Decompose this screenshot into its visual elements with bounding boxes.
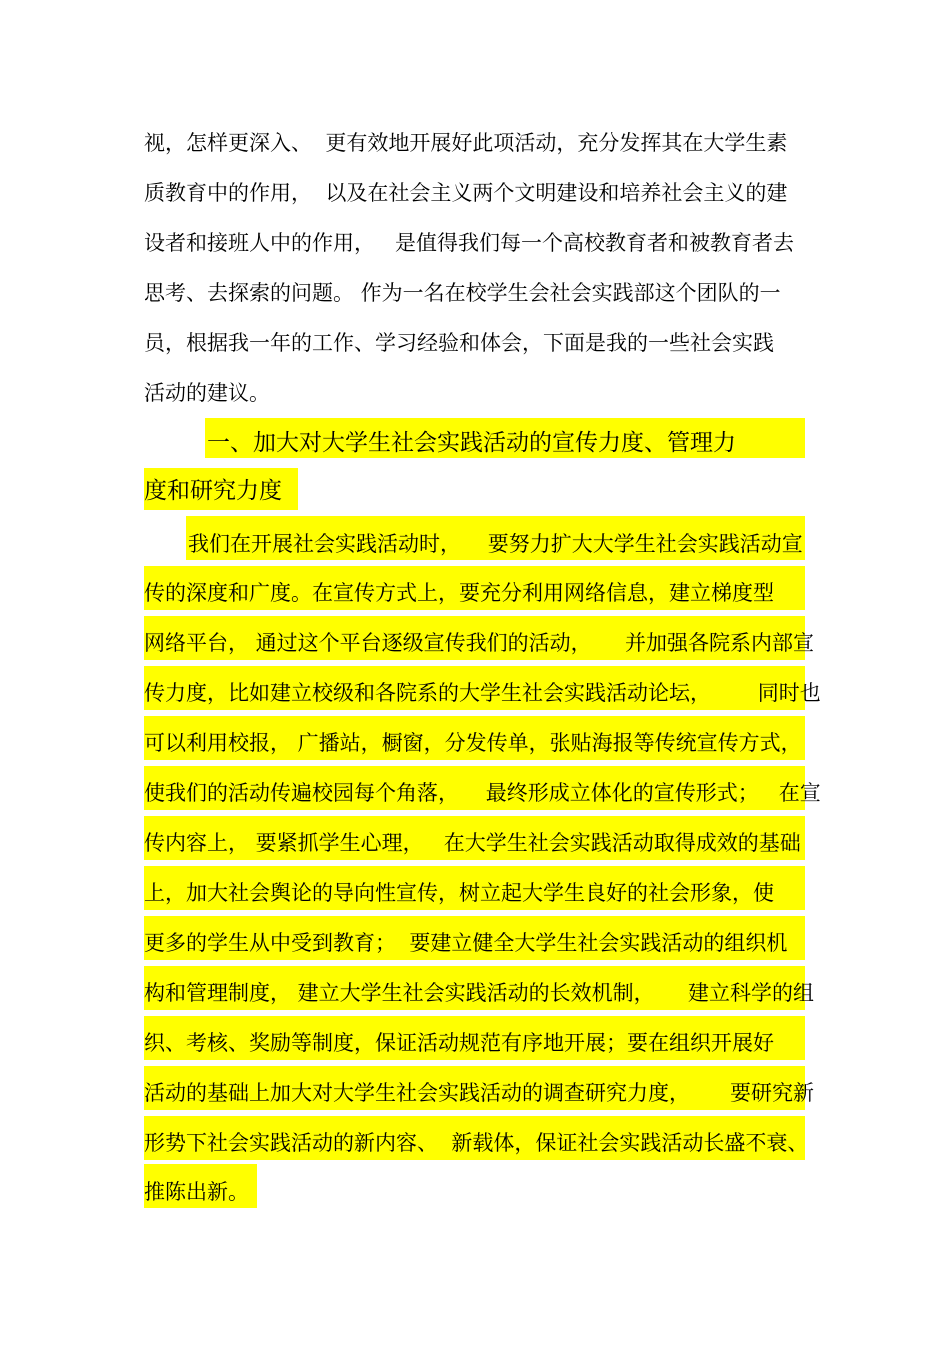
body-line: 形势下社会实践活动的新内容、 新载体，保证社会实践活动长盛不衰、 [144,1131,809,1155]
body-line: 传力度，比如建立校级和各院系的大学生社会实践活动论坛， 同时也 [144,681,821,705]
section-heading-line: 一、加大对大学生社会实践活动的宣传力度、管理力 [207,430,736,456]
body-line: 推陈出新。 [144,1180,249,1204]
intro-line: 活动的建议。 [144,381,270,405]
body-line: 上，加大社会舆论的导向性宣传，树立起大学生良好的社会形象，使 [144,881,774,905]
body-line: 活动的基础上加大对大学生社会实践活动的调查研究力度， 要研究新 [144,1081,815,1105]
body-line: 可以利用校报， 广播站，橱窗，分发传单，张贴海报等传统宣传方式， [144,731,802,755]
body-line: 织、考核、奖励等制度，保证活动规范有序地开展；要在组织开展好 [144,1031,774,1055]
intro-line: 视，怎样更深入、 更有效地开展好此项活动，充分发挥其在大学生素 [144,131,788,155]
body-line: 传内容上， 要紧抓学生心理， 在大学生社会实践活动取得成效的基础 [144,831,801,855]
intro-line: 思考、去探索的问题。 作为一名在校学生会社会实践部这个团队的一 [144,281,781,305]
body-line: 网络平台， 通过这个平台逐级宣传我们的活动， 并加强各院系内部宣 [144,631,815,655]
body-line: 我们在开展社会实践活动时， 要努力扩大大学生社会实践活动宣 [188,532,803,556]
body-line: 使我们的活动传遍校园每个角落， 最终形成立体化的宣传形式； 在宣 [144,781,821,805]
body-line: 构和管理制度， 建立大学生社会实践活动的长效机制， 建立科学的组 [144,981,815,1005]
body-line: 更多的学生从中受到教育； 要建立健全大学生社会实践活动的组织机 [144,931,788,955]
intro-line: 设者和接班人中的作用， 是值得我们每一个高校教育者和被教育者去 [144,231,795,255]
section-heading-line: 度和研究力度 [144,478,282,504]
body-line: 传的深度和广度。在宣传方式上，要充分利用网络信息，建立梯度型 [144,581,774,605]
intro-line: 员，根据我一年的工作、学习经验和体会，下面是我的一些社会实践 [144,331,774,355]
intro-line: 质教育中的作用， 以及在社会主义两个文明建设和培养社会主义的建 [144,181,788,205]
